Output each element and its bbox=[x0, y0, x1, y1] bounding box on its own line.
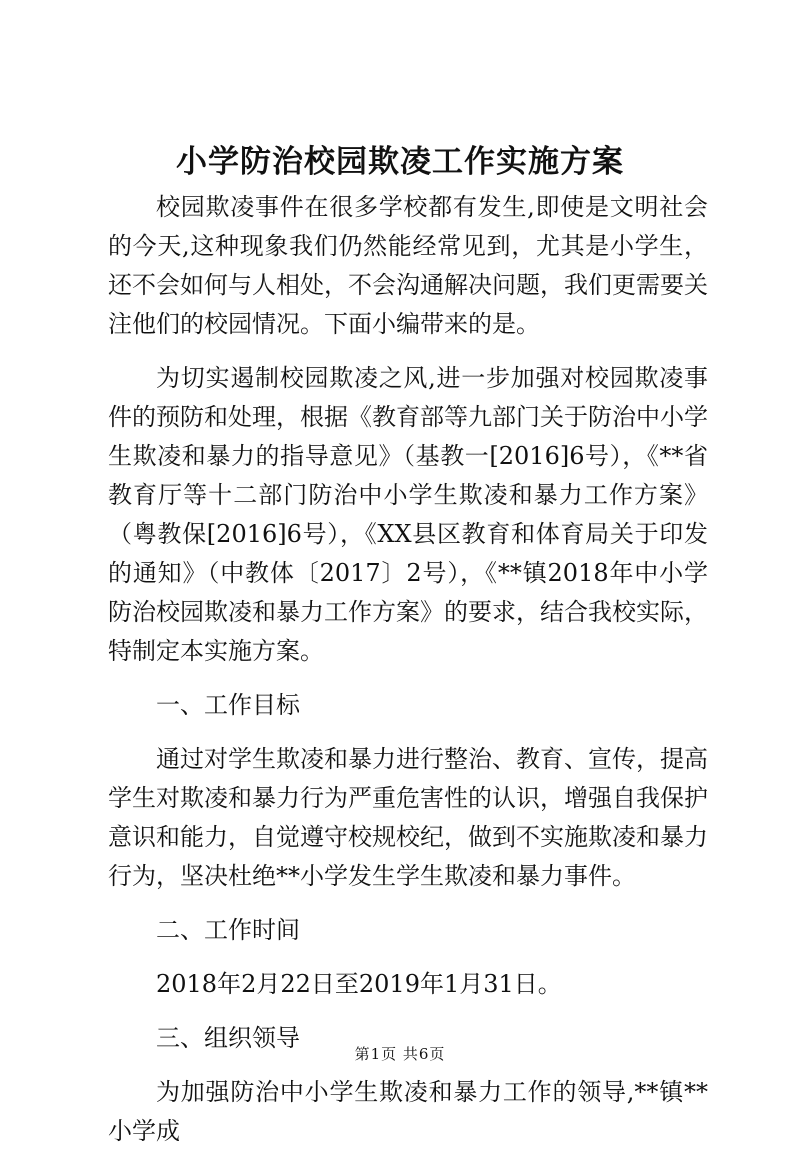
basis-paragraph: 为切实遏制校园欺凌之风,进一步加强对校园欺凌事件的预防和处理，根据《教育部等九部门关于防治中小学生欺凌和暴力的指导意见》（基教一[2016]6号），《**省教育厅等十二部门防治中小学生欺凌和暴力工作方案》（粤教保[2016]6号），《XX县区教育和体育局关于印发的通知》（中教体〔2017〕2号），《**镇2018年中小学防治校园欺凌和暴力工作方案》的要求，结合我校实际，特制定本实施方案。 bbox=[108, 364, 708, 665]
paragraph-spacer bbox=[108, 671, 708, 686]
page-number-footer: 第1页 共6页 bbox=[354, 1045, 446, 1063]
section-heading-goals: 一、工作目标 bbox=[156, 691, 300, 719]
section-heading-time: 二、工作时间 bbox=[156, 916, 300, 944]
intro-paragraph: 校园欺凌事件在很多学校都有发生,即使是文明社会的今天,这种现象我们仍然能经常见到，尤其是小学生，还不会如何与人相处，不会沟通解决问题，我们更需要关注他们的校园情况。下面小编带来的是。 bbox=[108, 193, 708, 338]
paragraph-spacer bbox=[108, 1004, 708, 1019]
time-paragraph: 2018年2月22日至2019年1月31日。 bbox=[156, 970, 562, 998]
paragraph-spacer bbox=[108, 896, 708, 911]
goals-paragraph: 通过对学生欺凌和暴力进行整治、教育、宣传，提高学生对欺凌和暴力行为严重危害性的认识，增强自我保护意识和能力，自觉遵守校规校纪，做到不实施欺凌和暴力行为，坚决杜绝**小学发生学生欺凌和暴力事件。 bbox=[108, 745, 708, 890]
paragraph-spacer bbox=[108, 344, 708, 359]
paragraph-spacer bbox=[108, 950, 708, 965]
document-body bbox=[108, 188, 708, 1151]
page-title: 小学防治校园欺凌工作实施方案 bbox=[176, 144, 624, 180]
leadership-paragraph: 为加强防治中小学生欺凌和暴力工作的领导,**镇**小学成 bbox=[108, 1078, 708, 1145]
section-heading-leadership: 三、组织领导 bbox=[156, 1024, 300, 1052]
paragraph-spacer bbox=[108, 725, 708, 740]
